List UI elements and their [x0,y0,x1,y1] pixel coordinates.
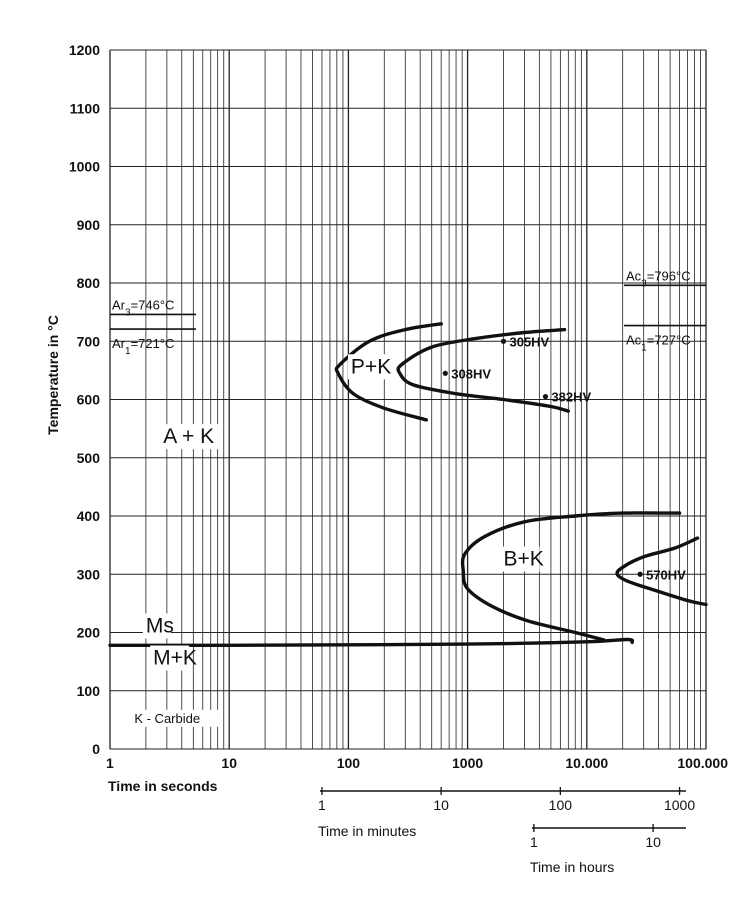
secondary-axis-tick-label: 1000 [663,797,696,813]
y-tick-label: 400 [76,508,100,524]
hardness-point [638,572,643,577]
y-tick-label: 500 [76,449,100,466]
region-label: M+K [153,646,197,670]
hardness-point [501,339,506,344]
region-label: P+K [350,355,392,379]
legend-note: K - Carbide [134,710,201,726]
y-tick-label: 700 [76,333,100,350]
y-axis-title: Temperature in °C [45,315,61,435]
y-tick-label: 300 [76,566,100,583]
hardness-label: 305HV [509,334,550,350]
region-label: A + K [163,425,215,449]
y-tick-label: 1000 [68,158,100,175]
hardness-label: 570HV [646,567,686,583]
hardness-label: 308HV [451,366,492,382]
x-tick-label: 10.000 [565,755,609,771]
y-tick-label: 1100 [69,100,100,117]
critical-temperature-label: $Ar_3=746^\circ C$ [112,297,175,318]
region-label: Ms [145,614,174,638]
secondary-axis-tick-label: 100 [548,797,573,813]
region-labels [132,354,543,726]
critical-temperature-label: $Ac_1=727^\circ C$ [626,332,691,354]
secondary-axis-title: Time in minutes [317,823,417,839]
y-tick-label: 1200 [68,42,100,58]
x-axis-title: Time in seconds [108,778,218,794]
critical-temperature-lines [110,268,706,356]
secondary-axis-title: Time in hours [529,859,615,875]
y-tick-label: 800 [76,275,100,291]
x-tick-label: 1 [106,755,114,771]
martensite-start-curve [110,639,632,645]
transformation-curves [110,324,706,646]
y-tick-label: 0 [92,741,100,757]
secondary-axis-tick-label: 1 [318,797,326,813]
y-tick-label: 600 [76,391,100,408]
hardness-point [543,394,548,399]
critical-temperature-label: $Ac_3=796^\circ C$ [626,268,691,289]
y-tick-label: 200 [76,624,100,641]
secondary-axis-tick-label: 10 [433,797,449,813]
hardness-point [443,371,448,376]
x-tick-label: 100 [336,755,361,771]
hardness-label: 382HV [551,389,592,405]
x-tick-label: 1000 [452,755,484,771]
y-tick-label: 900 [76,216,100,233]
x-tick-label: 10 [221,755,237,771]
secondary-axis-tick-label: 1 [530,834,538,850]
y-tick-label: 100 [76,682,100,699]
x-tick-label: 100.000 [677,755,728,771]
secondary-axes [318,787,695,875]
region-label: B+K [503,547,544,571]
secondary-axis-tick-label: 10 [645,834,661,850]
critical-temperature-label: $Ar_1=721^\circ C$ [112,336,175,357]
